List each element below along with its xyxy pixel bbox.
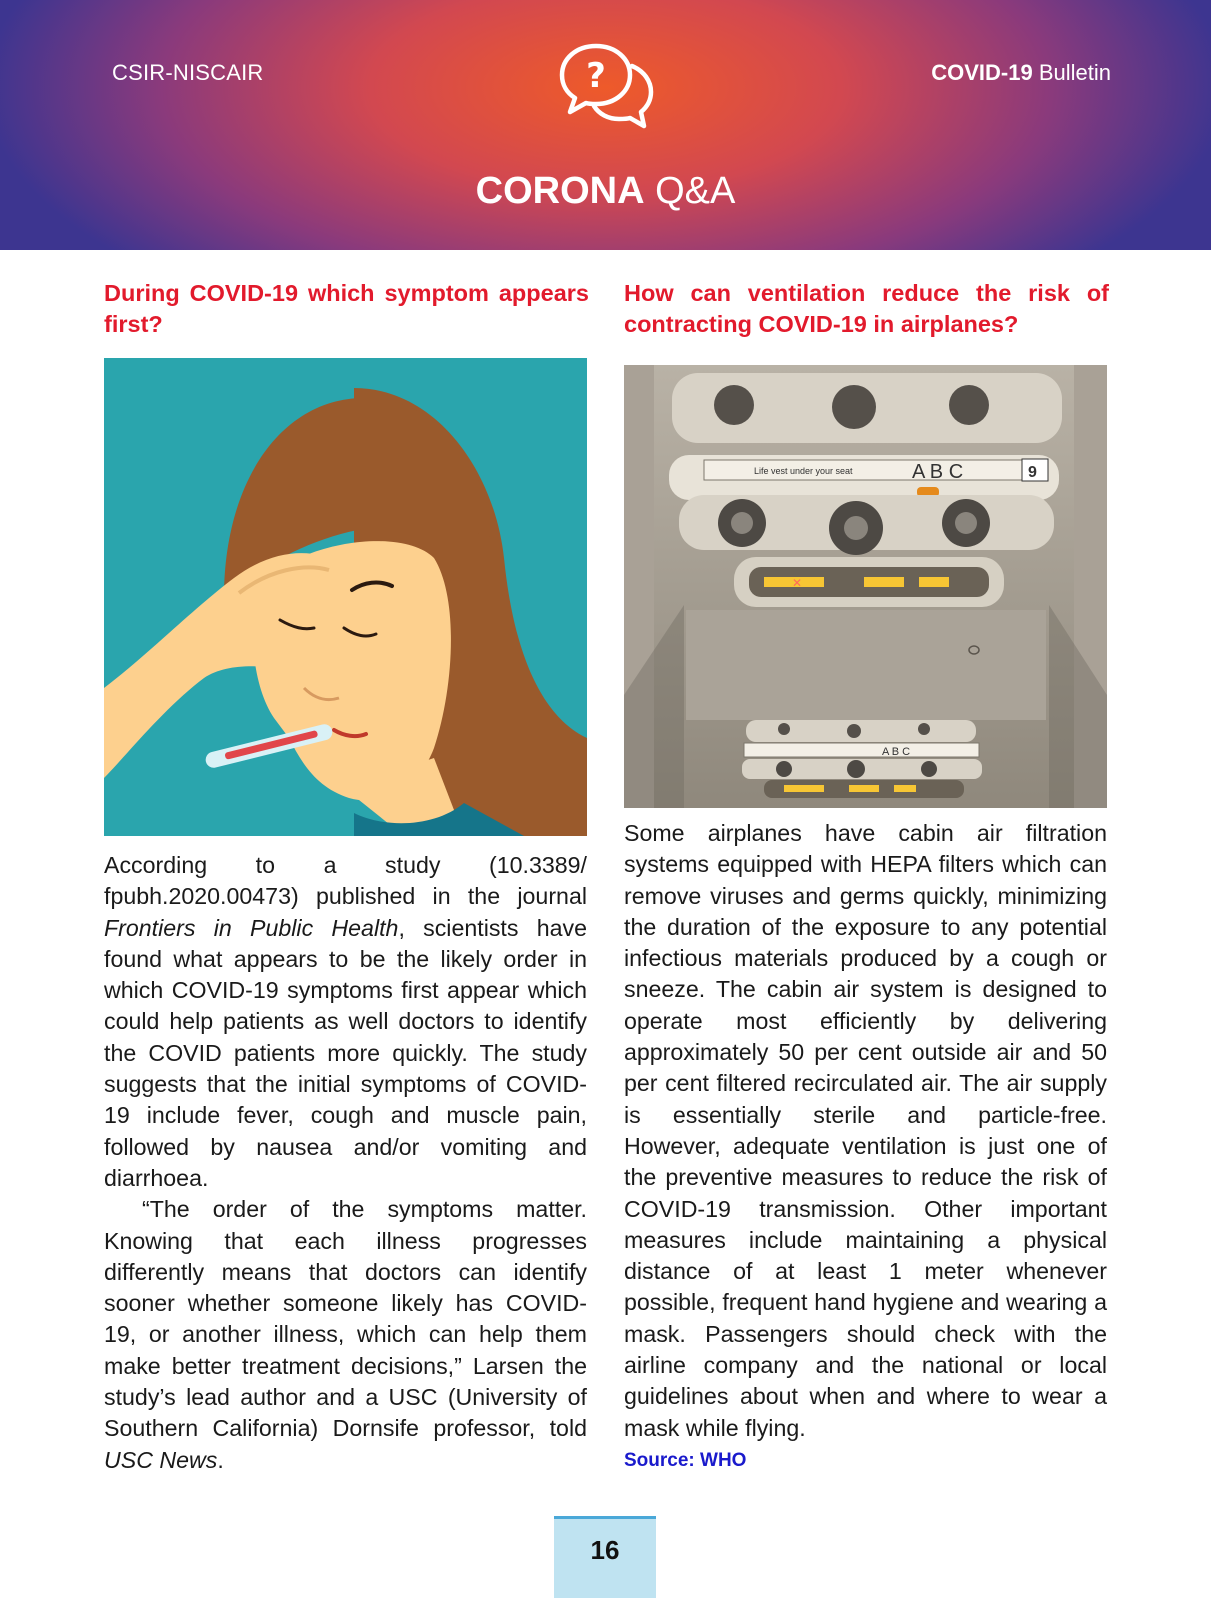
org-name: CSIR-NISCAIR <box>112 60 264 85</box>
bulletin-label: COVID-19 Bulletin <box>931 60 1111 85</box>
source-credit: Source: WHO <box>624 1449 747 1471</box>
left-question <box>104 278 589 340</box>
airplane-overhead-panel-photo <box>624 365 1107 808</box>
svg-text:A B C: A B C <box>882 746 911 758</box>
left-paragraph-1: According to a study (10.3389/ fpubh.2020.00473) published in the journal Frontiers in Public Health, scientists have found what appears to be the likely order in which COVID-19 symptoms first appear which could help patients as well doctors to identify the COVID patients more quickly. The study suggests that the initial symptoms of COVID-19 include fever, cough and muscle pain, followed by nausea and/or vomiting and diarrhoea. <box>104 852 587 1191</box>
question-chat-icon <box>556 40 656 132</box>
news-name: USC News <box>104 1446 218 1473</box>
page-number: 16 <box>554 1516 656 1598</box>
journal-name: Frontiers in Public Health <box>104 914 399 941</box>
svg-text:?: ? <box>586 56 606 96</box>
seat-letters: A B C <box>912 461 964 483</box>
svg-text:✕: ✕ <box>792 576 803 590</box>
page-header <box>0 0 1211 250</box>
right-question-title: How can ventilation reduce the risk of contracting COVID-19 in airplanes? <box>624 280 1109 337</box>
woman-with-thermometer-illustration <box>104 358 587 836</box>
life-vest-label: Life vest under your seat <box>754 466 853 476</box>
right-paragraph: Some airplanes have cabin air filtration systems equipped with HEPA filters which can remove viruses and germs quickly, minimizing the duration of the exposure to any potential infectious materials produced by a cough or sneeze. The cabin air system is designed to operate most efficiently by delivering approximately 50 per cent outside air and 50 per cent filtered recirculated air. The air supply is essentially sterile and particle-free. However, adequate ventilation is just one of the preventive measures to reduce the risk of COVID-19 transmission. Other important measures include maintaining a physical distance of at least 1 meter whenever possible, frequent hand hygiene and wearing a mask. Passengers should check with the airline company and the national or local guidelines about when and where to wear a mask while flying. <box>624 820 1107 1441</box>
right-body <box>624 818 1107 1472</box>
left-paragraph-2: “The order of the symptoms matter. Knowing that each illness progresses differently means that doctors can identify sooner whether someone likely has COVID-19, or another illness, which can help them make better treatment decisions,” Larsen the study’s lead author and a USC (University of Southern California) Dornsife professor, told USC News. <box>104 1196 587 1473</box>
left-question-title: During COVID-19 which symptom appears first? <box>104 280 589 337</box>
left-body <box>104 850 587 1476</box>
section-title: CORONA Q&A <box>475 170 736 212</box>
right-question <box>624 278 1109 340</box>
row-number: 9 <box>1028 464 1037 481</box>
